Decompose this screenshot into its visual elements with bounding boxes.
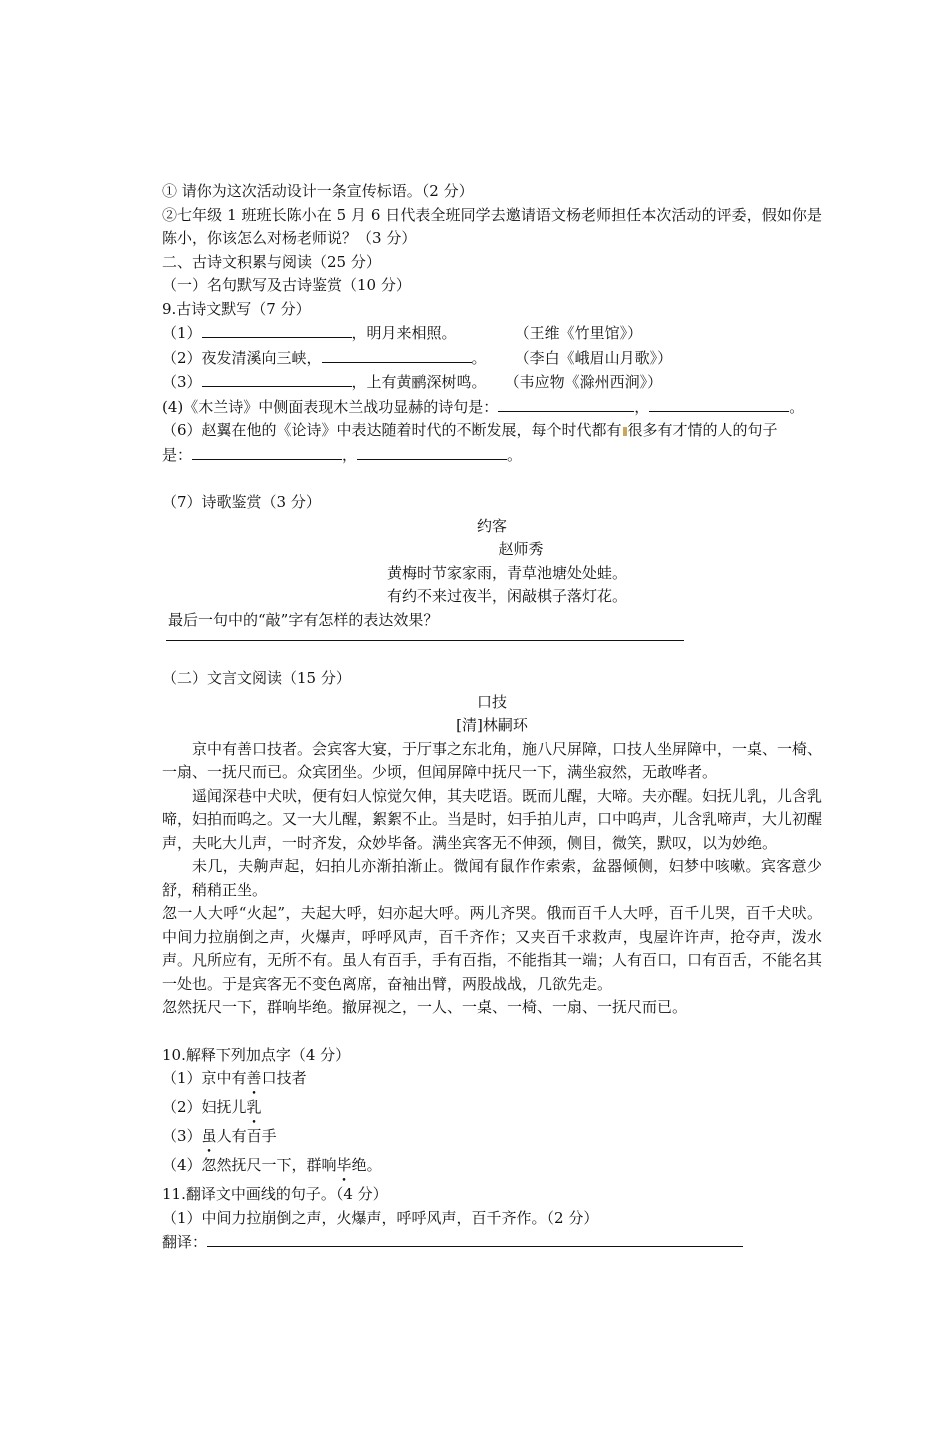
answer-line bbox=[166, 632, 684, 641]
question-9-item-4: (4)《木兰诗》中侧面表现木兰战功显赫的诗句是： ， 。 bbox=[162, 395, 822, 420]
question-9-item-1: （1） ，明月来相照。 （王维《竹里馆》） bbox=[162, 321, 822, 346]
poem-question: 最后一句中的“敲”字有怎样的表达效果？ bbox=[168, 610, 439, 629]
poem-title: 约客 bbox=[476, 516, 507, 535]
poem-line-1: 黄梅时节家家雨，青草池塘处处蛙。 bbox=[386, 563, 627, 582]
question-9-item-6-answer: 是： ， 。 bbox=[162, 443, 822, 468]
question-9-title: 9.古诗文默写（7 分） bbox=[162, 299, 311, 318]
question-11-item: （1）中间力拉崩倒之声，火爆声，呼呼风声，百千齐作。（2 分） bbox=[162, 1208, 599, 1227]
essay-paragraph: 忽然抚尺一下，群响毕绝。撤屏视之，一人、一桌、一椅、一扇、一抚尺而已。 bbox=[162, 998, 688, 1016]
highlight-mark bbox=[623, 427, 627, 436]
essay-author: [清]林嗣环 bbox=[456, 716, 528, 734]
question-9-item-6: （6）赵翼在他的《论诗》中表达随着时代的不断发展，每个时代都有 很多有才情的人的句子 bbox=[162, 421, 778, 439]
essay-paragraph: 遥闻深巷中犬吠，便有妇人惊觉欠伸，其夫呓语。既而儿醒，大啼。夫亦醒。妇抚儿乳，儿含乳啼，妇拍而呜之。又一大儿醒，絮絮不止。当是时，妇手拍儿声，口中呜声，儿含乳啼声，大儿初醒声，夫叱大儿声，一时齐发，众妙毕备。满坐宾客无不伸颈，侧目，微笑，默叹，以为妙绝。 bbox=[162, 786, 823, 852]
question-10-title: 10.解释下列加点字（4 分） bbox=[162, 1045, 351, 1064]
poem-author: 赵师秀 bbox=[498, 540, 544, 558]
question-10-item: （2）妇抚儿乳 bbox=[162, 1098, 262, 1116]
essay-paragraph: 忽一人大呼“火起”，夫起大呼，妇亦起大呼。两儿齐哭。俄而百千人大呼，百千儿哭，百千犬吠。中间力拉崩倒之声，火爆声，呼呼风声，百千齐作；又夹百千求救声，曳屋许许声，抢夺声，泼水声。凡所应有，无所不有。虽人有百手，手有百指，不能指其一端；人有百口，口有百舌，不能名其一处也。于是宾客无不变色离席，奋袖出臂，两股战战，几欲先走。 bbox=[162, 904, 823, 993]
translation-line: 翻译： bbox=[162, 1230, 822, 1255]
subsection-heading: （一）名句默写及古诗鉴赏（10 分） bbox=[162, 276, 411, 294]
question-10-item: （3）虽人有百手 bbox=[162, 1127, 277, 1145]
question-invitation: ②七年级 1 班班长陈小在 5 月 6 日代表全班同学去邀请语文杨老师担任本次活动的评委，假如你是陈小，你该怎么对杨老师说？（3 分） bbox=[162, 205, 822, 247]
question-11-title: 11.翻译文中画线的句子。（4 分） bbox=[162, 1185, 388, 1203]
essay-paragraph: 京中有善口技者。会宾客大宴，于厅事之东北角，施八尺屏障，口技人坐屏障中，一桌、一椅、一扇、一抚尺而已。众宾团坐。少顷，但闻屏障中抚尺一下，满坐寂然，无敢哗者。 bbox=[162, 739, 823, 781]
poem-line-2: 有约不来过夜半，闲敲棋子落灯花。 bbox=[386, 587, 627, 605]
essay-title: 口技 bbox=[476, 692, 507, 711]
question-10-item: （4）忽然抚尺一下，群响毕绝。 bbox=[162, 1156, 382, 1174]
question-10-item: （1）京中有善口技者 bbox=[162, 1069, 307, 1087]
subsection-heading-2: （二）文言文阅读（15 分） bbox=[162, 669, 351, 687]
section-heading: 二、古诗文积累与阅读（25 分） bbox=[162, 252, 381, 271]
question-slogan: ① 请你为这次活动设计一条宣传标语。（2 分） bbox=[162, 182, 474, 200]
question-9-item-7: （7）诗歌鉴赏（3 分） bbox=[162, 493, 321, 511]
question-9-item-2: （2）夜发清溪向三峡， 。 （李白《峨眉山月歌》） bbox=[162, 346, 822, 371]
question-9-item-3: （3） ，上有黄鹂深树鸣。 （韦应物《滁州西涧》） bbox=[162, 370, 822, 395]
exam-page bbox=[162, 180, 822, 1255]
essay-paragraph: 未几，夫齁声起，妇拍儿亦渐拍渐止。微闻有鼠作作索索，盆器倾侧，妇梦中咳嗽。宾客意少舒，稍稍正坐。 bbox=[162, 857, 822, 899]
